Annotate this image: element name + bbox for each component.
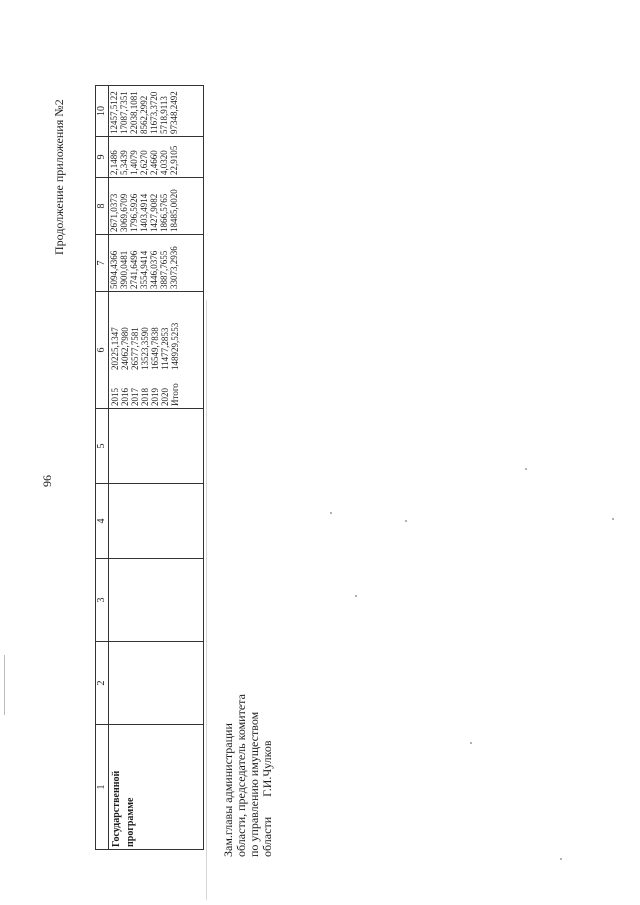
signatory-name: Г.И.Чулков [260,740,274,797]
col10-value: 8562,2992 [139,95,149,134]
col7-value: 3554,9414 [139,250,149,289]
header-col-6: 6 [96,292,109,409]
appendix-title: Продолжение приложения №2 [52,99,66,255]
header-col-8: 8 [96,178,109,235]
col10-values [109,86,204,137]
years-and-col6-cell [109,292,204,409]
col9-value: 2,4660 [149,150,159,175]
col7-value: 2741,6496 [129,250,139,289]
scan-speck [612,518,614,520]
scan-edge-mark [4,655,5,715]
col6-value: 26577,7581 [130,327,140,370]
col9-value: 4,0320 [159,150,169,175]
scan-speck [330,512,332,514]
header-col-7: 7 [96,235,109,292]
col9-value: 22,9105 [169,145,179,175]
col7-value: 5094,4366 [109,250,119,289]
page-number: 96 [40,475,54,487]
signature-block [222,694,274,857]
row-title-line: программе [125,797,136,847]
scan-fold-line [206,300,207,900]
col8-value: 1403,4914 [139,193,149,232]
col7-value: 3446,0376 [149,250,159,289]
col6-value: 148929,5253 [170,322,180,370]
col10-value: 11673,3720 [149,91,159,134]
header-col-4: 4 [96,484,109,559]
col6-value: 13523,3590 [140,327,150,370]
program-funding-table [95,85,204,850]
col6-value: 24062,7980 [120,327,130,370]
col10-value: 22038,1081 [129,91,139,134]
col6-value: 11477,2853 [160,327,170,370]
col10-value: 12457,5122 [109,91,119,134]
year-value: 2015 [110,388,120,406]
cell-col-5 [109,409,204,484]
col9-values [109,137,204,178]
col10-value: 97348,2492 [169,91,179,134]
col8-value: 18485,0020 [169,189,179,232]
col6-values [110,323,180,370]
scan-speck [405,520,407,522]
scan-speck [470,742,472,744]
col9-value: 5,3439 [119,150,129,175]
col7-value: 3900,0481 [119,250,129,289]
col7-value: 33073,2936 [169,246,179,289]
signature-line: по управлению имуществом [247,711,261,857]
col8-value: 3069,6709 [119,193,129,232]
scan-speck [560,858,562,860]
table-header-row [96,86,109,850]
header-col-9: 9 [96,137,109,178]
col9-value: 2,1486 [109,150,119,175]
col8-value: 1866,5765 [159,193,169,232]
year-value: Итого [170,383,180,406]
col8-values [109,178,204,235]
col9-value: 1,4079 [129,150,139,175]
scan-speck [355,595,357,597]
scan-speck [525,468,527,470]
year-value: 2018 [140,388,150,406]
header-col-3: 3 [96,559,109,642]
header-col-2: 2 [96,642,109,725]
col8-value: 1796,5926 [129,193,139,232]
signature-last-line [261,694,274,857]
cell-col-3 [109,559,204,642]
col7-value: 3887,7655 [159,250,169,289]
col6-value: 16549,7838 [150,327,160,370]
col6-value: 20225,1347 [110,327,120,370]
col10-value: 17087,7351 [119,91,129,134]
years-column [110,383,180,406]
year-value: 2017 [130,388,140,406]
cell-col-2 [109,642,204,725]
year-value: 2020 [160,388,170,406]
row-title-cell [109,725,204,850]
cell-col-4 [109,484,204,559]
header-col-10: 10 [96,86,109,137]
table-row [109,86,204,850]
col9-value: 2,6270 [139,150,149,175]
col8-value: 1427,9082 [149,193,159,232]
row-title-line: Государственной [111,770,122,847]
header-col-5: 5 [96,409,109,484]
year-value: 2016 [120,388,130,406]
col10-value: 5718,9113 [159,96,169,134]
header-col-1: 1 [96,725,109,850]
col7-values [109,235,204,292]
col8-value: 2671,0373 [109,193,119,232]
year-value: 2019 [150,388,160,406]
signature-prefix: области [260,816,274,857]
signature-line: Зам.главы администрации [221,723,235,857]
signature-line: области, председатель комитета [234,694,248,857]
